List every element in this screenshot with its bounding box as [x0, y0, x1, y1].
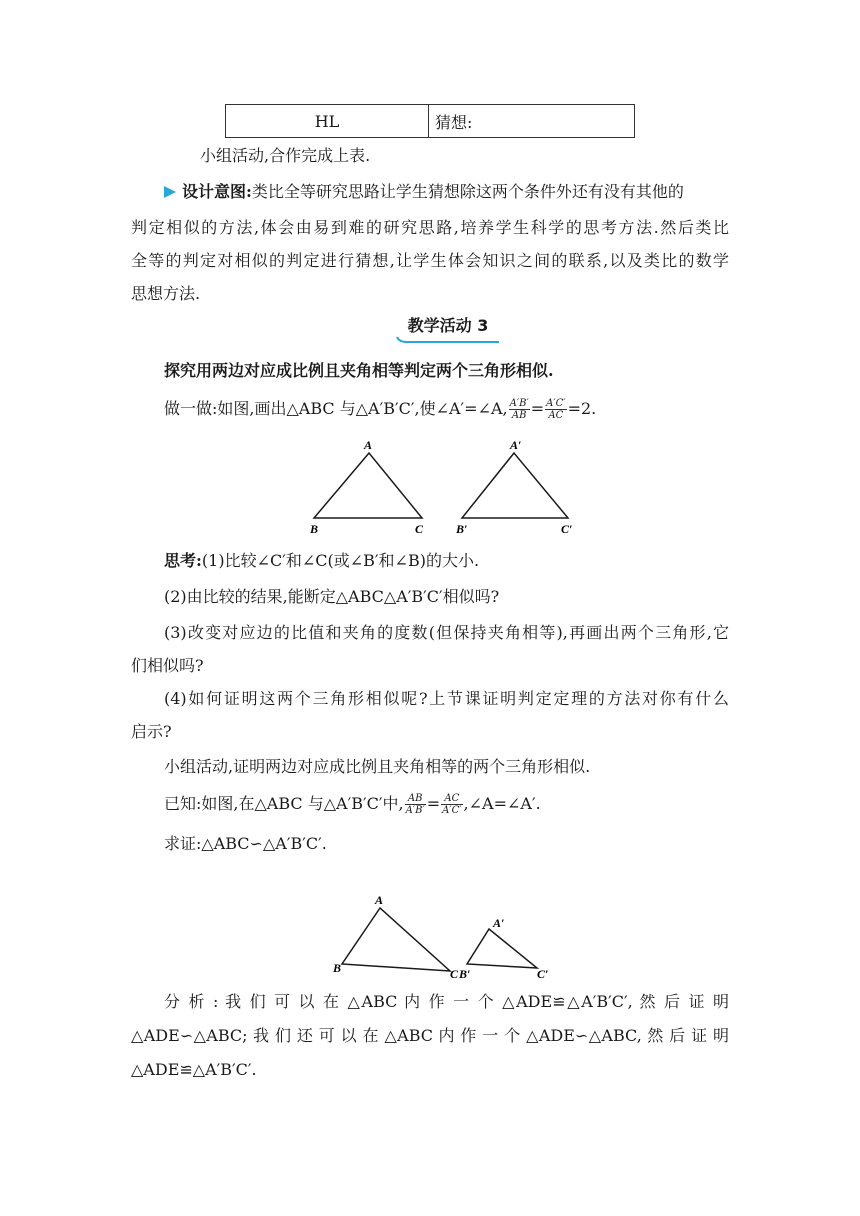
ratio-fraction-2 — [545, 398, 566, 421]
group-activity-2: 小组活动,证明两边对应成比例且夹角相等的两个三角形相似. — [164, 757, 591, 776]
design-intent-line4: 思想方法. — [131, 284, 201, 303]
vertex-label-c: C — [450, 967, 459, 981]
think-label: 思考: — [164, 551, 202, 570]
triangle-abc — [314, 453, 422, 518]
design-intent-label: 设计意图: — [182, 182, 252, 201]
think-q1: (1)比较∠C′和∠C(或∠B′和∠B)的大小. — [201, 551, 480, 570]
table-cell-hl: HL — [226, 105, 429, 138]
given-line — [164, 793, 541, 816]
think-q1-line — [164, 551, 479, 571]
triangle-bullet-icon — [164, 186, 176, 198]
section-heading — [395, 314, 501, 342]
design-intent-line1 — [164, 182, 729, 202]
do-it-line — [164, 398, 596, 421]
fraction-numerator: A′C′ — [546, 398, 566, 409]
fraction-denominator: AC — [548, 410, 564, 421]
vertex-label-a-prime: A′ — [493, 916, 505, 930]
design-intent-text: 类比全等研究思路让学生猜想除这两个条件外还有没有其他的 — [251, 182, 684, 201]
triangle-a-prime-b-prime-c-prime — [467, 929, 537, 968]
vertex-label-b-prime: B′ — [456, 522, 468, 536]
vertex-label-b: B — [333, 961, 342, 975]
vertex-label-b-prime: B′ — [459, 967, 471, 981]
analysis-line1: 分 析 : 我 们 可 以 在 △ABC 内 作 一 个 △ADE≌△A′B′C′, 然 后 证 明 — [164, 992, 729, 1011]
think-q3-line2: 们相似吗? — [131, 656, 204, 675]
vertex-label-a: A — [364, 438, 373, 452]
think-q4-line2: 启示? — [131, 722, 172, 741]
section-heading-text: 教学活动 3 — [407, 316, 489, 335]
equals-sign: = — [530, 399, 545, 418]
fraction-denominator: A′B′ — [405, 805, 425, 816]
do-it-prefix: 做一做:如图,画出△ABC 与△A′B′C′,使∠A′=∠A, — [164, 399, 508, 418]
design-intent-line2: 判定相似的方法,体会由易到难的研究思路,培养学生科学的思考方法.然后类比 — [131, 218, 729, 237]
analysis-line3: △ADE≌△A′B′C′. — [131, 1060, 257, 1079]
think-q4-line1: (4)如何证明这两个三角形相似呢?上节课证明判定定理的方法对你有什么 — [164, 689, 729, 708]
fraction-numerator: AC — [441, 793, 462, 805]
given-fraction-1 — [405, 793, 426, 816]
fraction-denominator: AB — [511, 410, 527, 421]
vertex-label-b: B — [310, 522, 319, 536]
do-it-suffix: =2. — [567, 399, 597, 418]
think-q2: (2)由比较的结果,能断定△ABC△A′B′C′相似吗? — [164, 587, 500, 606]
explore-title: 探究用两边对应成比例且夹角相等判定两个三角形相似. — [164, 361, 554, 380]
vertex-label-c: C — [415, 522, 424, 536]
ratio-fraction-1 — [509, 398, 530, 421]
given-fraction-2 — [441, 793, 462, 816]
criteria-table — [225, 104, 635, 138]
group-activity-text: 小组活动,合作完成上表. — [200, 146, 371, 165]
triangle-abc — [342, 908, 450, 971]
heading-underline-icon — [395, 336, 501, 344]
triangle-figure-2 — [328, 892, 558, 982]
vertex-label-c-prime: C′ — [561, 522, 573, 536]
table-cell-guess: 猜想: — [429, 105, 635, 138]
design-intent-line3: 全等的判定对相似的判定进行猜想,让学生体会知识之间的联系,以及类比的数学 — [131, 251, 729, 270]
prove-line: 求证:△ABC∽△A′B′C′. — [164, 834, 327, 853]
given-suffix: ,∠A=∠A′. — [463, 794, 541, 813]
equals-sign: = — [426, 794, 441, 813]
fraction-denominator: A′C′ — [442, 805, 462, 816]
triangle-a-prime-b-prime-c-prime — [462, 453, 568, 518]
think-q3-line1: (3)改变对应边的比值和夹角的度数(但保持夹角相等),再画出两个三角形,它 — [164, 623, 729, 642]
fraction-numerator: AB — [405, 793, 426, 805]
given-prefix: 已知:如图,在△ABC 与△A′B′C′中, — [164, 794, 404, 813]
vertex-label-c-prime: C′ — [537, 967, 549, 981]
vertex-label-a-prime: A′ — [510, 438, 522, 452]
triangle-figure-1 — [300, 436, 590, 538]
vertex-label-a: A — [375, 893, 384, 907]
fraction-numerator: A′B′ — [509, 398, 529, 409]
analysis-line2: △ADE∽△ABC; 我 们 还 可 以 在 △ABC 内 作 一 个 △ADE∽△ABC, 然 后 证 明 — [131, 1026, 729, 1045]
table-row — [226, 105, 635, 138]
